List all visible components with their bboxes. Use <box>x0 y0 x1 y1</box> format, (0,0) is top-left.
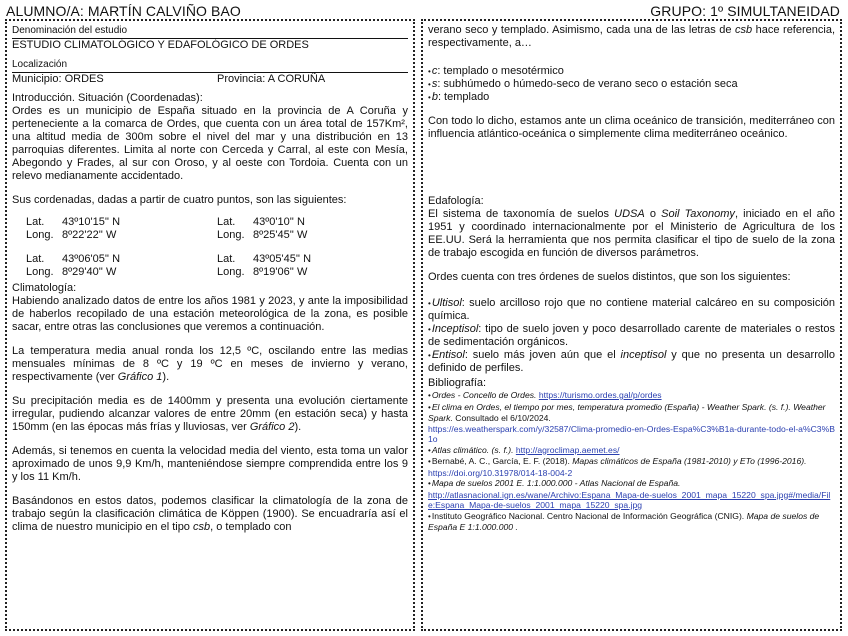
climatology-p2: La temperatura media anual ronda los 12,5 ºC, oscilando entre las medias mensuales mínimas de 8 ºC y 19 ºC en meses de invierno y verano, respectivamente (ver Gráfico 1). <box>12 345 408 383</box>
koppen-item: • b: templado <box>428 91 835 104</box>
study-label: Denominación del estudio <box>12 24 408 39</box>
intro-text: Ordes es un municipio de España situado en la provincia de A Coruña y perteneciente a la comarca de Ordes, que cuenta con un área total de 157Km², una altitud media de 300m sobre el nivel del mar y una distribución en 13 parroquias diferentes. Limita al norte con Cerceda y Carral, al este con Mesía, Abegondo y Frades, al sur con Oroso, y al oeste con Tordoia. Cuenta con un relevo medianamente accidentado. <box>12 105 408 182</box>
bib-entry: • Atlas climático. (s. f.). http://agroclimap.aemet.es/ <box>428 445 835 457</box>
left-column <box>5 19 415 631</box>
coords-row-2 <box>26 253 408 279</box>
edaphology-heading: Edafología: <box>428 195 484 207</box>
bib-entry: • El clima en Ordes, el tiempo por mes, temperatura promedio (España) - Weather Spark. (s. f.). Weather Spark. Consultado el 6/10/2024. https://es.weatherspark.com/y/32587/Clima-promedio-en-Ordes-Espa%C3%B1a-durante-todo-el-a%C3%B1o <box>428 402 835 445</box>
climatology-heading: Climatología: <box>12 282 77 294</box>
climatology-p1: Habiendo analizado datos de entre los años 1981 y 2023, y ante la imposibilidad de haberlos recopilado de una estación meteorológica de la zona, es posible sacar, entre otras las conclusiones que veremos a continuación. <box>12 295 408 333</box>
student-name: ALUMNO/A: MARTÍN CALVIÑO BAO <box>6 3 241 19</box>
coord-lat: 43º0'10'' N <box>253 216 305 228</box>
coord-long: 8º25'45'' W <box>253 229 308 241</box>
climatology-p5: Basándonos en estos datos, podemos clasificar la climatología de la zona de trabajo según la clasificación climática de Köppen (1900). Se encuadraría así el clima de nuestro municipio en el tipo csb, o templado con <box>12 495 408 533</box>
koppen-continuation: verano seco y templado. Asimismo, cada una de las letras de csb hace referencia, respectivamente, a… <box>428 24 835 49</box>
bib-entry: • Instituto Geográfico Nacional. Centro Nacional de Información Geográfica (CNIG). Mapa de suelos de España E 1:1.000.000 . <box>428 511 835 533</box>
bib-entry: • Mapa de suelos 2001 E. 1:1.000.000 - Atlas Nacional de España. http://atlasnacional.ign.es/wane/Archivo:Espana_Mapa-de-suelos_2001_mapa_15220_spa.jpg#/media/File:Espana_Mapa-de-suelos_2001_mapa_15220_spa.jpg <box>428 478 835 511</box>
coord-lat: 43º06'05'' N <box>62 253 121 265</box>
bib-link[interactable]: http://agroclimap.aemet.es/ <box>515 444 620 455</box>
group-label: GRUPO: 1º SIMULTANEIDAD <box>650 3 840 19</box>
bib-entry: • Ordes - Concello de Ordes. https://turismo.ordes.gal/p/ordes <box>428 390 835 402</box>
location-row <box>12 73 408 86</box>
coords-row-1 <box>26 216 408 242</box>
soil-item-inceptisol: • Inceptisol: tipo de suelo joven y poco desarrollado carente de materiales o restos de sedimentación orgánicos. <box>428 323 835 349</box>
provincia: Provincia: A CORUÑA <box>217 73 326 85</box>
bib-link[interactable]: https://es.weatherspark.com/y/32587/Clima-promedio-en-Ordes-Espa%C3%B1a-durante-todo-el-a%C3%B1o <box>428 423 835 444</box>
coord-point-3: Lat. 43º06'05'' N Long. 8º29'40'' W <box>26 253 121 278</box>
coord-lat: 43º10'15'' N <box>62 216 121 228</box>
climate-conclusion: Con todo lo dicho, estamos ante un clima oceánico de transición, mediterráneo con influencia atlántico-oceánica o simplemente clima mediterráneo oceánico. <box>428 115 835 140</box>
coords-intro: Sus cordenadas, dadas a partir de cuatro puntos, son las siguientes: <box>12 194 347 206</box>
climatology-p4: Además, si tenemos en cuenta la velocidad media del viento, esta toma un valor aproximado de unos 9,9 Km/h, manteniéndose siempre comprendida entre los 9 y los 11 Km/h. <box>12 445 408 483</box>
soil-item-entisol: • Entisol: suelo más joven aún que el inceptisol y que no presenta un desarrollo definido de perfiles. <box>428 349 835 375</box>
coord-lat: 43º05'45'' N <box>253 253 312 265</box>
bib-link[interactable]: https://doi.org/10.31978/014-18-004-2 <box>428 467 573 478</box>
coord-point-1: Lat. 43º10'15'' N Long. 8º22'22'' W <box>26 216 121 241</box>
bibliography-heading: Bibliografía: <box>428 377 487 389</box>
edaphology-p2: Ordes cuenta con tres órdenes de suelos distintos, que son los siguientes: <box>428 271 791 283</box>
location-label: Localización <box>12 58 408 73</box>
coord-long: 8º22'22'' W <box>62 229 117 241</box>
bib-link[interactable]: http://atlasnacional.ign.es/wane/Archivo:Espana_Mapa-de-suelos_2001_mapa_15220_spa.jpg#/media/File:Espana_Mapa-de-suelos_2001_mapa_15220_spa.jpg <box>428 489 831 510</box>
study-title: ESTUDIO CLIMATOLÓGICO Y EDAFOLÓGICO DE ORDES <box>12 39 309 51</box>
soil-item-ultisol: • Ultisol: suelo arcilloso rojo que no contiene material calcáreo en su composición química. <box>428 297 835 323</box>
climatology-p3: Su precipitación media es de 1400mm y presenta una evolución ciertamente irregular, pudiendo alcanzar valores de entre 20mm (en estación seca) y hasta 150mm (en las épocas más frías y lluviosas, ver Gráfico 2). <box>12 395 408 433</box>
coord-point-2: Lat. 43º0'10'' N Long. 8º25'45'' W <box>217 216 308 241</box>
koppen-item: • c: templado o mesotérmico <box>428 65 835 78</box>
municipio: Municipio: ORDES <box>12 73 104 85</box>
coord-long: 8º19'06'' W <box>253 266 308 278</box>
coord-point-4: Lat. 43º05'45'' N Long. 8º19'06'' W <box>217 253 312 278</box>
coord-long: 8º29'40'' W <box>62 266 117 278</box>
koppen-item: • s: subhúmedo o húmedo-seco de verano seco o estación seca <box>428 78 835 91</box>
intro-heading: Introducción. Situación (Coordenadas): <box>12 92 203 104</box>
bib-link[interactable]: https://turismo.ordes.gal/p/ordes <box>538 390 662 400</box>
right-column <box>421 19 842 631</box>
bib-entry: • Bernabé, A. C., García, E. F. (2018). Mapas climáticos de España (1981-2010) y ETo (1996-2016). https://doi.org/10.31978/014-18-004-2 <box>428 456 835 478</box>
edaphology-p1: El sistema de taxonomía de suelos UDSA o Soil Taxonomy, iniciado en el año 1951 y coordinado internacionalmente por el Ministerio de Agricultura de los EE.UU. Será la herramienta que nos permita clasificar el tipo de suelo de la zona de trabajo escogida en función de diversos parámetros. <box>428 208 835 259</box>
